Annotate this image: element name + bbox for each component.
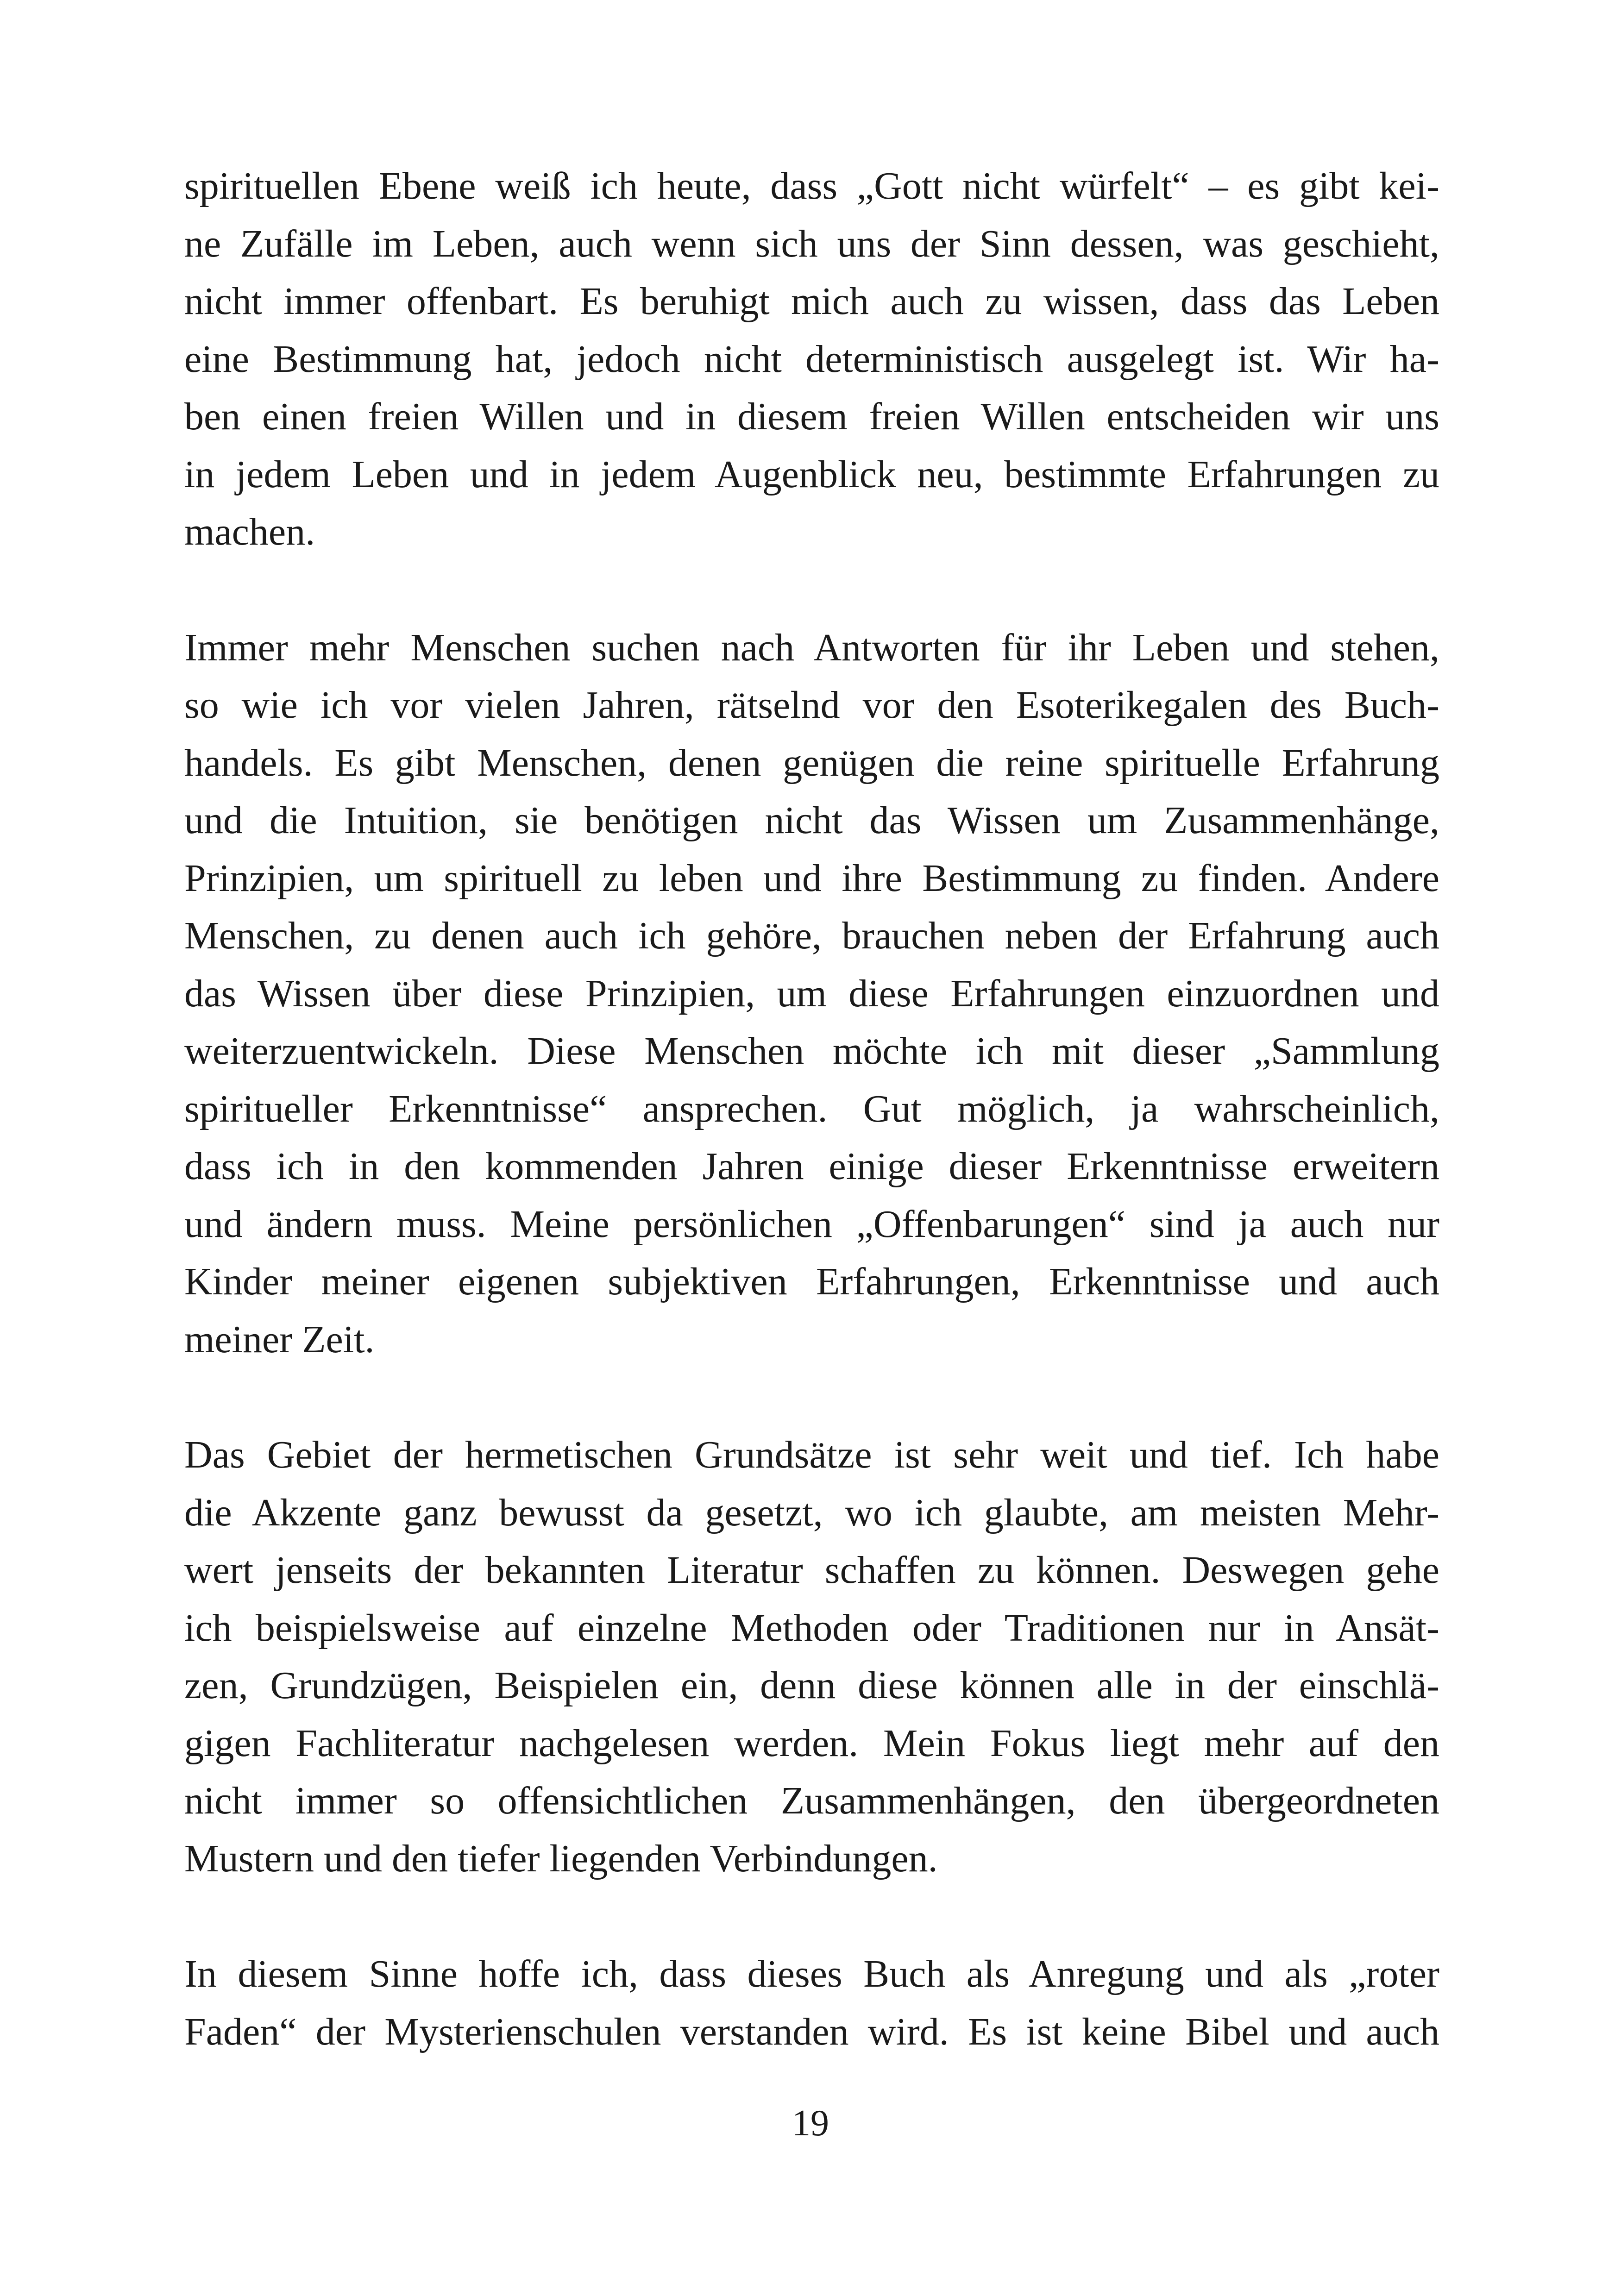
paragraph	[184, 1945, 1439, 2061]
text-line: weiterzuentwickeln. Diese Menschen möchte ich mit dieser „Sammlung	[184, 1029, 1439, 1073]
text-line: zen, Grundzügen, Beispielen ein, denn diese können alle in der einschlä-	[184, 1664, 1439, 1707]
text-line: Immer mehr Menschen suchen nach Antworten für ihr Leben und stehen,	[184, 626, 1439, 669]
page-number: 19	[792, 2103, 829, 2144]
text-line: die Akzente ganz bewusst da gesetzt, wo ich glaubte, am meisten Mehr-	[184, 1491, 1439, 1534]
text-line: ich beispielsweise auf einzelne Methoden oder Traditionen nur in Ansät-	[184, 1606, 1439, 1650]
text-line: meiner Zeit.	[184, 1317, 375, 1361]
text-line: nicht immer offenbart. Es beruhigt mich auch zu wissen, dass das Leben	[184, 280, 1439, 323]
body-text	[184, 157, 1439, 2119]
text-line: und ändern muss. Meine persönlichen „Offenbarungen“ sind ja auch nur	[184, 1202, 1439, 1246]
text-line: nicht immer so offensichtlichen Zusammenhängen, den übergeordneten	[184, 1779, 1439, 1822]
text-line: und die Intuition, sie benötigen nicht das Wissen um Zusammenhänge,	[184, 799, 1439, 842]
text-line: spiritueller Erkenntnisse“ ansprechen. Gut möglich, ja wahrscheinlich,	[184, 1087, 1439, 1130]
paragraph	[184, 157, 1439, 561]
text-line: dass ich in den kommenden Jahren einige dieser Erkenntnisse erweitern	[184, 1145, 1439, 1188]
text-line: gigen Fachliteratur nachgelesen werden. Mein Fokus liegt mehr auf den	[184, 1721, 1439, 1765]
text-line: spirituellen Ebene weiß ich heute, dass „Gott nicht würfelt“ – es gibt kei-	[184, 164, 1439, 207]
text-line: Mustern und den tiefer liegenden Verbindungen.	[184, 1837, 938, 1880]
text-line: ne Zufälle im Leben, auch wenn sich uns der Sinn dessen, was geschieht,	[184, 222, 1439, 265]
text-line: Kinder meiner eigenen subjektiven Erfahrungen, Erkenntnisse und auch	[184, 1260, 1439, 1303]
text-line: In diesem Sinne hoffe ich, dass dieses Buch als Anregung und als „roter	[184, 1952, 1439, 1995]
text-line: wert jenseits der bekannten Literatur schaffen zu können. Deswegen gehe	[184, 1549, 1439, 1592]
text-line: das Wissen über diese Prinzipien, um diese Erfahrungen einzuordnen und	[184, 972, 1439, 1015]
text-line: eine Bestimmung hat, jedoch nicht deterministisch ausgelegt ist. Wir ha-	[184, 337, 1439, 381]
text-line: machen.	[184, 510, 315, 553]
text-line: Faden“ der Mysterienschulen verstanden wird. Es ist keine Bibel und auch	[184, 2010, 1439, 2053]
text-line: handels. Es gibt Menschen, denen genügen die reine spirituelle Erfahrung	[184, 741, 1439, 784]
text-line: so wie ich vor vielen Jahren, rätselnd vor den Esoterikegalen des Buch-	[184, 684, 1439, 727]
paragraph	[184, 1426, 1439, 1888]
text-line: ben einen freien Willen und in diesem freien Willen entscheiden wir uns	[184, 395, 1439, 438]
text-line: in jedem Leben und in jedem Augenblick neu, bestimmte Erfahrungen zu	[184, 452, 1439, 496]
text-line: Prinzipien, um spirituell zu leben und ihre Bestimmung zu finden. Andere	[184, 856, 1439, 900]
text-line: Menschen, zu denen auch ich gehöre, brauchen neben der Erfahrung auch	[184, 914, 1439, 957]
text-line: Das Gebiet der hermetischen Grundsätze ist sehr weit und tief. Ich habe	[184, 1433, 1439, 1476]
paragraph	[184, 619, 1439, 1369]
